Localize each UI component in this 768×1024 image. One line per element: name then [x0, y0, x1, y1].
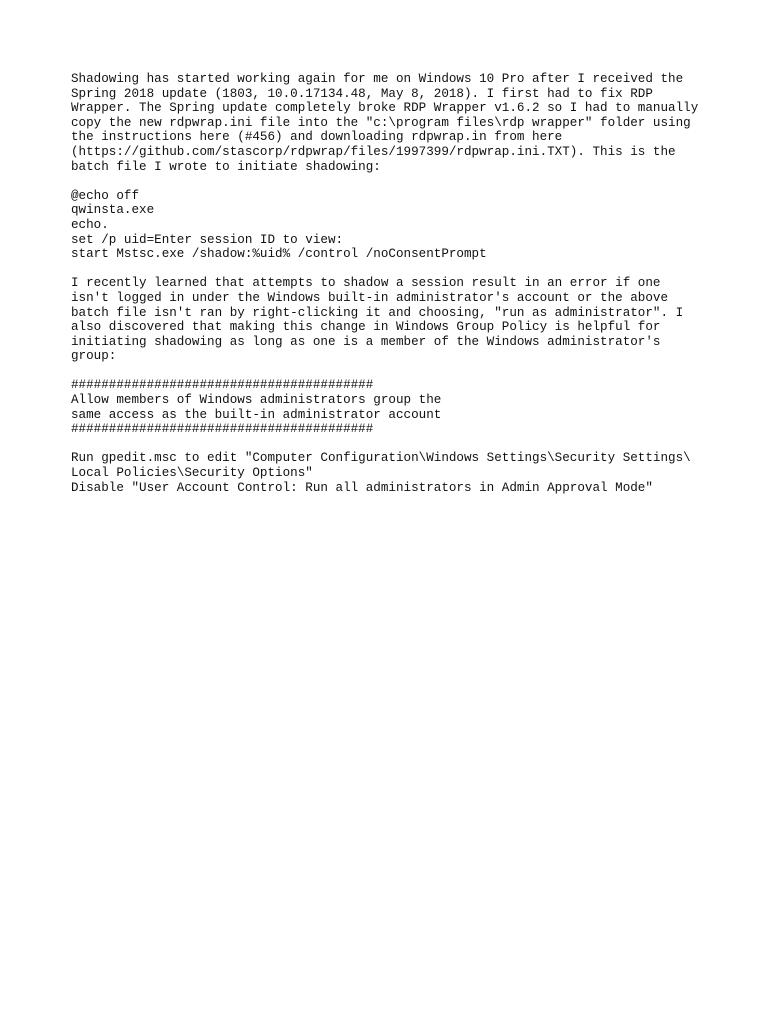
spacer	[71, 437, 751, 452]
batch-code-block	[71, 189, 751, 262]
policy-line: ########################################	[71, 378, 374, 393]
text-line: the instructions here (#456) and downloading rdpwrap.in from here	[71, 130, 563, 145]
paragraph-1	[71, 72, 751, 174]
instruction-line: Disable "User Account Control: Run all administrators in Admin Approval Mode"	[71, 480, 653, 495]
code-line: set /p uid=Enter session ID to view:	[71, 232, 344, 247]
policy-line: Allow members of Windows administrators group the	[71, 393, 442, 408]
code-line: echo.	[71, 217, 109, 232]
instruction-line: Run gpedit.msc to edit "Computer Configuration\Windows Settings\Security Settings\	[71, 451, 691, 466]
instructions-block	[71, 451, 751, 495]
text-line: group:	[71, 349, 117, 364]
instruction-line: Local Policies\Security Options"	[71, 466, 313, 481]
spacer	[71, 262, 751, 277]
text-line: isn't logged in under the Windows built-in administrator's account or the above	[71, 290, 669, 305]
text-line: (https://github.com/stascorp/rdpwrap/files/1997399/rdpwrap.ini.TXT). This is the	[71, 144, 676, 159]
code-line: start Mstsc.exe /shadow:%uid% /control /noConsentPrompt	[71, 247, 487, 262]
text-line: I recently learned that attempts to shadow a session result in an error if one	[71, 276, 661, 291]
policy-line: same access as the built-in administrator account	[71, 407, 442, 422]
code-line: qwinsta.exe	[71, 203, 155, 218]
spacer	[71, 364, 751, 379]
policy-line: ########################################	[71, 422, 374, 437]
spacer	[71, 174, 751, 189]
policy-block	[71, 378, 751, 436]
text-line: also discovered that making this change in Windows Group Policy is helpful for	[71, 320, 661, 335]
paragraph-2	[71, 276, 751, 364]
text-line: initiating shadowing as long as one is a member of the Windows administrator's	[71, 334, 661, 349]
text-line: Wrapper. The Spring update completely broke RDP Wrapper v1.6.2 so I had to manually	[71, 101, 699, 116]
code-line: @echo off	[71, 188, 140, 203]
text-line: batch file I wrote to initiate shadowing:	[71, 159, 381, 174]
text-line: Shadowing has started working again for me on Windows 10 Pro after I received the	[71, 72, 684, 86]
text-line: batch file isn't ran by right-clicking it and choosing, "run as administrator". I	[71, 305, 684, 320]
text-line: Spring 2018 update (1803, 10.0.17134.48, May 8, 2018). I first had to fix RDP	[71, 86, 653, 101]
document-body	[71, 72, 751, 495]
text-line: copy the new rdpwrap.ini file into the "c:\program files\rdp wrapper" folder using	[71, 115, 691, 130]
